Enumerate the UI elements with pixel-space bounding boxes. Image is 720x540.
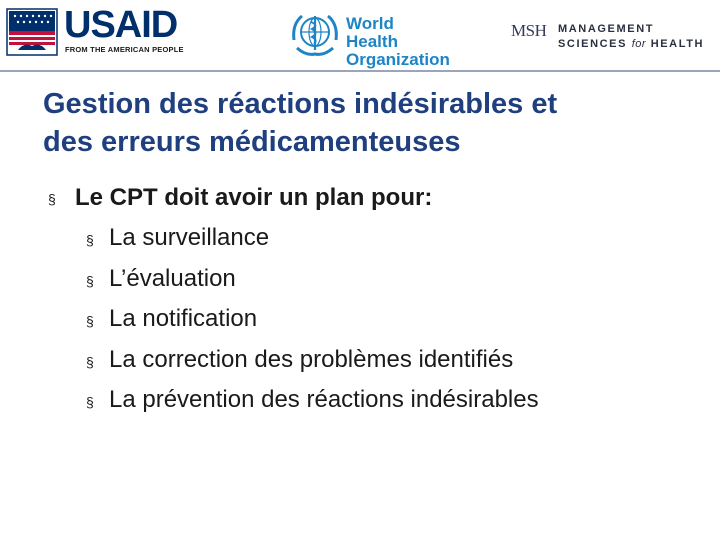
slide-header	[0, 0, 720, 70]
sub-bullet	[48, 265, 708, 306]
bullet-list	[48, 184, 708, 427]
sub-bullet	[48, 224, 708, 265]
usaid-logo	[6, 4, 192, 56]
header-divider	[0, 70, 720, 72]
sub-bullet	[48, 305, 708, 346]
slide-title-line1: Gestion des réactions indésirables et	[43, 88, 558, 120]
usaid-wordmark: USAID	[64, 4, 178, 46]
who-name	[346, 15, 450, 69]
msh-mark-text: MSH	[511, 21, 547, 40]
main-bullet	[48, 184, 708, 224]
usaid-seal-icon	[6, 8, 58, 56]
bullet-marker: §	[86, 313, 94, 330]
msh-health: HEALTH	[650, 38, 705, 50]
bullet-marker: §	[86, 353, 94, 370]
sub-bullet	[48, 386, 708, 427]
sub-bullet-text: La correction des problèmes identifiés	[109, 345, 514, 373]
msh-mark	[508, 14, 552, 48]
msh-name-line2	[558, 37, 704, 52]
usaid-tagline: FROM THE AMERICAN PEOPLE	[65, 45, 184, 54]
msh-logo	[508, 14, 708, 54]
who-logo	[288, 10, 450, 69]
sub-bullet-text: L’évaluation	[109, 264, 236, 292]
bullet-marker: §	[86, 232, 94, 248]
main-bullet-text: Le CPT doit avoir un plan pour:	[75, 184, 433, 211]
sub-bullet-text: La surveillance	[109, 224, 270, 251]
msh-sciences: SCIENCES	[558, 38, 628, 50]
sub-bullet-text: La prévention des réactions indésirables	[109, 386, 539, 414]
bullet-marker: §	[48, 191, 56, 207]
who-emblem-icon	[288, 10, 342, 58]
slide-title-line2: des erreurs médicamenteuses	[43, 126, 461, 158]
who-name-line1: World Health	[346, 14, 398, 51]
msh-name-line1: MANAGEMENT	[558, 23, 655, 35]
sub-bullet	[48, 346, 708, 387]
bullet-marker: §	[86, 272, 94, 289]
who-name-line2: Organization	[346, 50, 450, 69]
msh-name	[558, 22, 704, 52]
slide-title	[43, 85, 703, 161]
msh-for: for	[631, 38, 647, 50]
sub-bullet-text: La notification	[109, 305, 258, 333]
bullet-marker: §	[86, 394, 94, 411]
